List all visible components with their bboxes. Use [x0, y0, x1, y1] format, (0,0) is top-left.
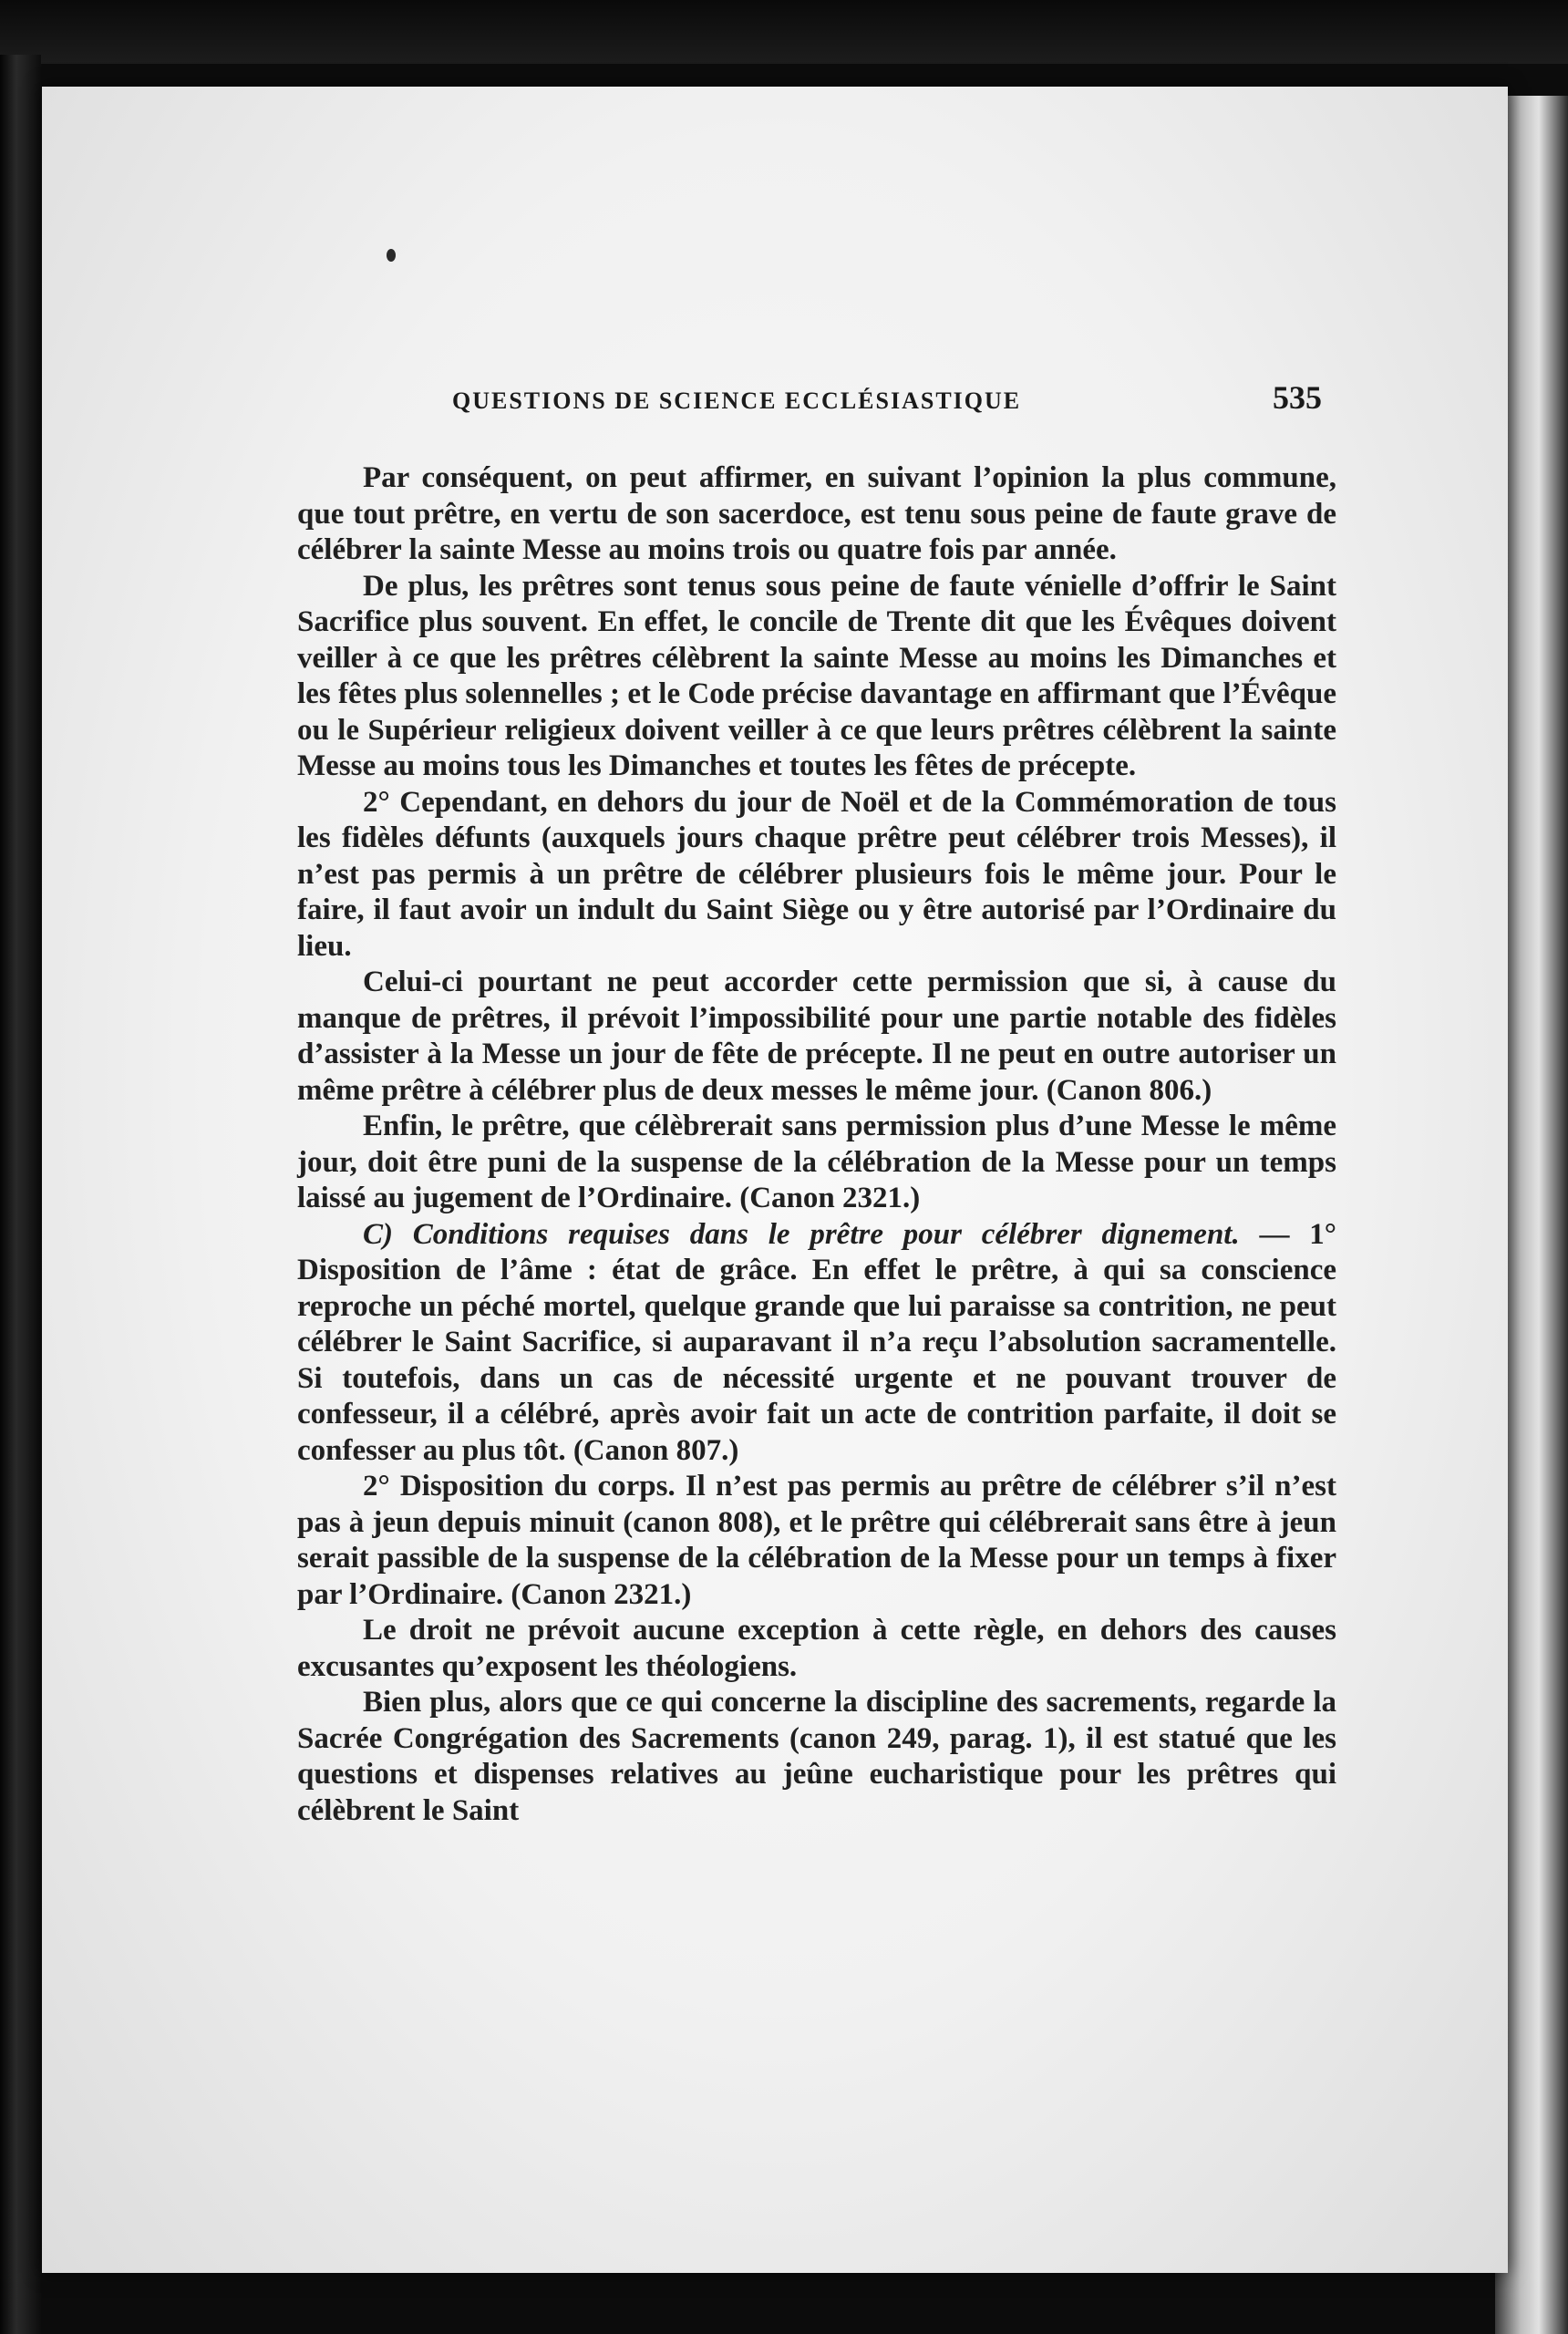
- paragraph: Celui-ci pourtant ne peut accorder cette permission que si, à cause du manque de prêtres, il prévoit l’impossibilité pour une partie notable des fidèles d’assister à la Messe un jour de fête de précepte. Il ne peut en outre autoriser un même prêtre à célébrer plus de deux messes le même jour. (Canon 806.): [297, 966, 1336, 1107]
- film-border-top: [0, 0, 1568, 64]
- section-c-heading: C) Conditions requises dans le prêtre pour célébrer dignement.: [363, 1217, 1240, 1251]
- page-number: 535: [1273, 379, 1322, 416]
- section-c-paragraph: [297, 1217, 1336, 1470]
- paragraph: Bien plus, alors que ce qui concerne la discipline des sacrements, regarde la Sacrée Congrégation des Sacrements (canon 249, parag. 1), il est statué que les questions et dispenses relatives au jeûne eucharistique pour les prêtres qui célèbrent le Saint: [297, 1686, 1336, 1827]
- paragraph: 2° Cependant, en dehors du jour de Noël et de la Commémoration de tous les fidèles défunts (auxquels jours chaque prêtre peut célébrer trois Messes), il n’est pas permis à un prêtre de célébrer plusieurs fois le même jour. Pour le faire, il faut avoir un indult du Saint Siège ou y être autorisé par l’Ordinaire du lieu.: [297, 785, 1336, 963]
- paragraph: Par conséquent, on peut affirmer, en suivant l’opinion la plus commune, que tout prêtre, en vertu de son sacerdoce, est tenu sous peine de faute grave de célébrer la sainte Messe au moins trois ou quatre fois par année.: [297, 461, 1336, 566]
- ink-speck: [387, 249, 396, 262]
- book-page: [42, 87, 1508, 2273]
- body-text: [297, 460, 1336, 1829]
- film-border-left: [0, 55, 41, 2334]
- paragraph: 2° Disposition du corps. Il n’est pas permis au prêtre de célébrer s’il n’est pas à jeun depuis minuit (canon 808), et le prêtre qui célébrerait sans être à jeun serait passible de la suspense de la célébration de la Messe pour un temps à fixer par l’Ordinaire. (Canon 2321.): [297, 1470, 1336, 1611]
- paragraph: Enfin, le prêtre, que célèbrerait sans permission plus d’une Messe le même jour, doit être puni de la suspense de la célébration de la Messe pour un temps laissé au jugement de l’Ordinaire. (Canon 2321.): [297, 1110, 1336, 1214]
- paragraph: Le droit ne prévoit aucune exception à cette règle, en dehors des causes excusantes qu’exposent les théologiens.: [297, 1614, 1336, 1683]
- running-title: QUESTIONS DE SCIENCE ECCLÉSIASTIQUE: [452, 387, 1022, 414]
- paragraph: De plus, les prêtres sont tenus sous peine de faute vénielle d’offrir le Saint Sacrifice plus souvent. En effet, le concile de Trente dit que les Évêques doivent veiller à ce que les prêtres célèbrent la sainte Messe au moins les Dimanches et les fêtes plus solennelles ; et le Code précise davantage en affirmant que l’Évêque ou le Supérieur religieux doivent veiller à ce que leurs prêtres célèbrent la sainte Messe au moins tous les Dimanches et toutes les fêtes de précepte.: [297, 569, 1336, 782]
- section-c-text: — 1° Disposition de l’âme : état de grâce. En effet le prêtre, à qui sa conscience reproche un péché mortel, quelque grande que lui paraisse sa contrition, ne peut célébrer le Saint Sacrifice, si auparavant il n’a reçu l’absolution sacramentelle. Si toutefois, dans un cas de nécessité urgente et ne pouvant trouver de confesseur, il a célébré, après avoir fait un acte de contrition parfaite, il doit se confesser au plus tôt. (Canon 807.): [297, 1217, 1336, 1467]
